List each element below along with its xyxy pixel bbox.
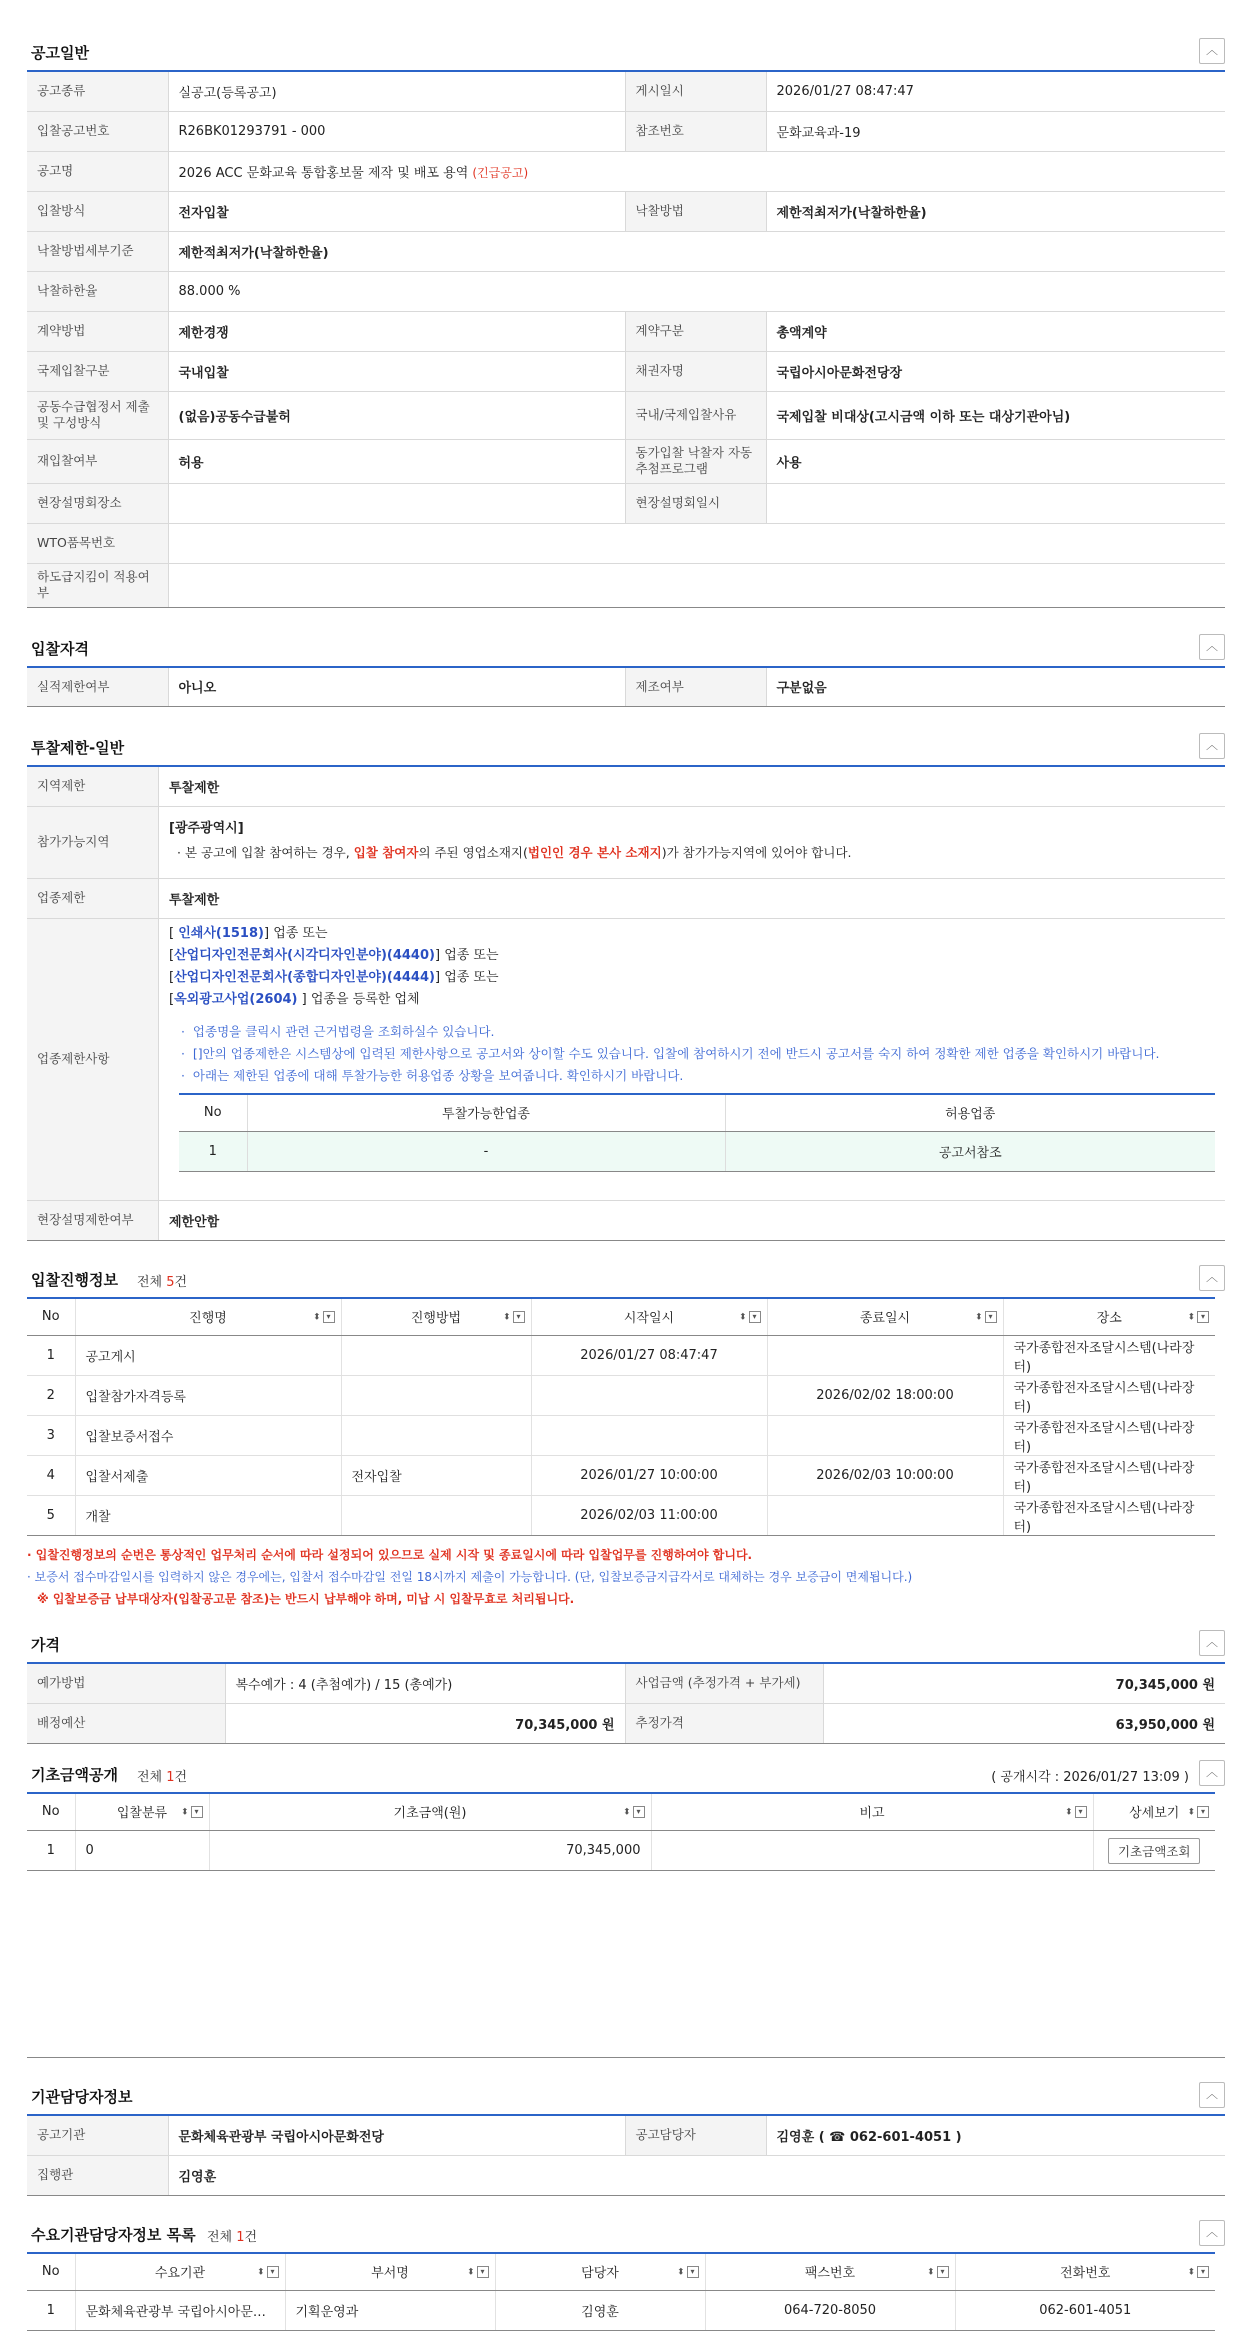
cell: 입찰참가자격등록 xyxy=(75,1376,341,1416)
sort-icon[interactable]: ⬍ ▾ xyxy=(927,2266,949,2278)
header-text: 기초금액(원) xyxy=(393,1806,467,1822)
chevron-up-icon[interactable]: ︿ xyxy=(1199,1630,1225,1656)
value: 구분없음 xyxy=(766,667,1225,707)
value: 김영훈 xyxy=(168,2155,1225,2195)
notice-name xyxy=(168,151,1225,191)
label: 동가입찰 낙찰자 자동추첨프로그램 xyxy=(625,439,766,483)
label: WTO품목번호 xyxy=(27,523,168,563)
sort-icon[interactable]: ⬍ ▾ xyxy=(739,1311,761,1323)
count-post: 건 xyxy=(244,2229,258,2245)
value: 문화교육과-19 xyxy=(766,111,1225,151)
cell: 2 xyxy=(27,1376,75,1416)
label: 게시일시 xyxy=(625,71,766,111)
value xyxy=(168,563,1225,607)
industry-note: · []안의 업종제한은 시스템상에 입력된 제한사항으로 공고서와 상이할 수도 있습니다. 입찰에 참여하시기 전에 반드시 공고서를 숙지 하여 정확한 제한 업종을 확인하시기 바랍니다. xyxy=(181,1045,1160,1061)
section-title: 기관담당자정보 xyxy=(31,2088,133,2106)
cell: 0 xyxy=(75,1831,209,1871)
industry-item: [ 인쇄사(1518)] 업종 또는 xyxy=(169,925,328,941)
header-text: 진행방법 xyxy=(410,1311,462,1327)
column-header[interactable] xyxy=(341,1298,531,1336)
label: 추정가격 xyxy=(625,1703,823,1743)
cell: 1 xyxy=(27,1336,75,1376)
label: 예가방법 xyxy=(27,1663,225,1703)
count-pre: 전체 xyxy=(137,1274,167,1290)
count-number: 1 xyxy=(236,2229,245,2245)
value: 투찰제한 xyxy=(159,766,1226,806)
label: 낙찰방법 xyxy=(625,191,766,231)
count-number: 5 xyxy=(166,1274,175,1290)
section-title: 입찰진행정보 xyxy=(31,1270,118,1289)
cell: 062-601-4051 xyxy=(955,2291,1215,2331)
value: 복수예가 : 4 (추첨예가) / 15 (총예가) xyxy=(225,1663,625,1703)
value: 투찰제한 xyxy=(159,878,1226,918)
value: 허용 xyxy=(168,439,625,483)
note-red: 법인인 경우 본사 소재지 xyxy=(527,845,662,860)
industry-link[interactable]: 인쇄사(1518) xyxy=(178,925,264,941)
value: 총액계약 xyxy=(766,311,1225,351)
cell: 문화체육관광부 국립아시아문… xyxy=(75,2291,285,2331)
label: 제조여부 xyxy=(625,667,766,707)
count-pre: 전체 xyxy=(137,1769,167,1785)
header-text: No xyxy=(41,1309,60,1325)
cell: 4 xyxy=(27,1456,75,1496)
sort-icon[interactable]: ⬍ ▾ xyxy=(1187,2266,1209,2278)
header-text: 팩스번호 xyxy=(804,2266,856,2282)
cell xyxy=(341,1336,531,1376)
label: 현장설명회일시 xyxy=(625,483,766,523)
industry-item: [산업디자인전문회사(시각디자인분야)(4440)] 업종 또는 xyxy=(169,947,499,963)
cell: 개찰 xyxy=(75,1496,341,1536)
note-text: 업종명을 클릭시 관련 근거법령을 조회하실수 있습니다. xyxy=(192,1023,495,1039)
total-count xyxy=(137,1271,187,1290)
cell: 국가종합전자조달시스템(나라장터) xyxy=(1003,1416,1215,1456)
column-header: 허용업종 xyxy=(725,1094,1215,1132)
table-row xyxy=(27,2291,1215,2331)
cell: 2026/01/27 10:00:00 xyxy=(531,1456,767,1496)
chevron-up-icon[interactable]: ︿ xyxy=(1199,2082,1225,2108)
cell: 입찰보증서접수 xyxy=(75,1416,341,1456)
note-red: 입찰 참여자 xyxy=(353,845,419,860)
column-header[interactable] xyxy=(531,1298,767,1336)
progress-table xyxy=(27,1297,1215,1537)
label: 현장설명제한여부 xyxy=(27,1200,159,1240)
cell: 국가종합전자조달시스템(나라장터) xyxy=(1003,1496,1215,1536)
value: 아니오 xyxy=(168,667,625,707)
column-header[interactable] xyxy=(651,1793,1093,1831)
note-text: · 본 공고에 입찰 참여하는 경우, xyxy=(177,845,354,860)
section-price-header xyxy=(27,1622,1225,1662)
industry-suffix: 업종 또는 xyxy=(444,969,499,985)
value: 2026/01/27 08:47:47 xyxy=(766,71,1225,111)
table-row xyxy=(179,1132,1215,1172)
demand-table xyxy=(27,2252,1215,2332)
value: 제한적최저가(낙찰하한율) xyxy=(168,231,1225,271)
price-table xyxy=(27,1662,1225,1744)
industry-suffix: 업종 또는 xyxy=(273,925,328,941)
value: 70,345,000 원 xyxy=(823,1663,1225,1703)
value: 사용 xyxy=(766,439,1225,483)
cell: 국가종합전자조달시스템(나라장터) xyxy=(1003,1376,1215,1416)
label: 재입찰여부 xyxy=(27,439,168,483)
count-post: 건 xyxy=(174,1274,188,1290)
section-demand-header xyxy=(27,2212,1225,2252)
label: 실적제한여부 xyxy=(27,667,168,707)
cell: 입찰서제출 xyxy=(75,1456,341,1496)
cell: 1 xyxy=(27,1831,75,1871)
value: 63,950,000 원 xyxy=(823,1703,1225,1743)
chevron-up-icon[interactable]: ︿ xyxy=(1199,2220,1225,2246)
column-header[interactable] xyxy=(1003,1298,1215,1336)
table-row xyxy=(27,1336,1215,1376)
industry-note: · 아래는 제한된 업종에 대해 투찰가능한 허용업종 상황을 보여줍니다. 확인하시기 바랍니다. xyxy=(181,1067,684,1083)
header-text: 입찰분류 xyxy=(116,1806,168,1822)
cell: 70,345,000 xyxy=(209,1831,651,1871)
label: 공고명 xyxy=(27,151,168,191)
value xyxy=(168,523,1225,563)
column-header: No xyxy=(179,1094,247,1132)
open-time: ( 공개시각 : 2026/01/27 13:09 ) xyxy=(991,1769,1189,1785)
notice-red: · 입찰진행정보의 순번은 통상적인 업무처리 순서에 따라 설정되어 있으므로 실제 시작 및 종료일시에 따라 입찰업무를 진행하여야 합니다. xyxy=(27,1548,753,1562)
sort-icon[interactable]: ⬍ ▾ xyxy=(1187,1806,1209,1818)
chevron-up-icon[interactable]: ︿ xyxy=(1199,1760,1225,1786)
label: 낙찰하한율 xyxy=(27,271,168,311)
label: 국내/국제입찰사유 xyxy=(625,391,766,439)
cell xyxy=(341,1376,531,1416)
label: 참조번호 xyxy=(625,111,766,151)
cell: 3 xyxy=(27,1416,75,1456)
cell: 국가종합전자조달시스템(나라장터) xyxy=(1003,1456,1215,1496)
sort-icon[interactable]: ⬍ ▾ xyxy=(1065,1806,1087,1818)
header-text: No xyxy=(41,2264,60,2280)
cell xyxy=(531,1376,767,1416)
value: (없음)공동수급불허 xyxy=(168,391,625,439)
progress-notice xyxy=(27,1544,1225,1610)
industry-note: · 업종명을 클릭시 관련 근거법령을 조회하실수 있습니다. xyxy=(181,1023,495,1039)
section-title: 입찰자격 xyxy=(31,639,89,658)
section-title: 수요기관담당자정보 목록 xyxy=(31,2225,196,2244)
header-text: 부서명 xyxy=(371,2266,409,2282)
industry-suffix: 업종을 등록한 업체 xyxy=(310,991,420,1007)
cell: - xyxy=(247,1132,725,1172)
header-text: No xyxy=(41,1804,60,1820)
cell xyxy=(767,1336,1003,1376)
sort-icon[interactable]: ⬍ ▾ xyxy=(503,1311,525,1323)
industry-suffix: 업종 또는 xyxy=(444,947,499,963)
label: 계약방법 xyxy=(27,311,168,351)
note-text: )가 참가가능지역에 있어야 합니다. xyxy=(661,845,852,860)
value xyxy=(766,483,1225,523)
cell: 공고게시 xyxy=(75,1336,341,1376)
sort-icon[interactable]: ⬍ ▾ xyxy=(181,1806,203,1818)
column-header[interactable] xyxy=(705,2253,955,2291)
section-base-amount-header xyxy=(27,1752,1225,1792)
cell: 김영훈 xyxy=(495,2291,705,2331)
column-header[interactable] xyxy=(1093,1793,1215,1831)
notice-blue: · 보증서 접수마감일시를 입력하지 않은 경우에는, 입찰서 접수마감일 전일 18시까지 제출이 가능합니다. (단, 입찰보증금지급각서로 대체하는 경우 보증금이 면제됩니다.) xyxy=(27,1570,913,1584)
base-amount-lookup-button[interactable]: 기초금액조회 xyxy=(1108,1838,1200,1864)
table-row xyxy=(27,1376,1215,1416)
cell xyxy=(767,1496,1003,1536)
cell: 1 xyxy=(27,2291,75,2331)
sort-icon[interactable]: ⬍ ▾ xyxy=(975,1311,997,1323)
label: 하도급지킴이 적용여부 xyxy=(27,563,168,607)
section-progress-header xyxy=(27,1257,1225,1297)
area-cell xyxy=(159,806,1226,878)
industry-item: [산업디자인전문회사(종합디자인분야)(4444)] 업종 또는 xyxy=(169,969,499,985)
header-text: 수요기관 xyxy=(154,2266,206,2282)
header-text: 장소 xyxy=(1096,1311,1122,1327)
section-qualification-header xyxy=(27,626,1225,666)
value: 88.000 % xyxy=(168,271,1225,311)
cell: 국가종합전자조달시스템(나라장터) xyxy=(1003,1336,1215,1376)
value: 70,345,000 원 xyxy=(225,1703,625,1743)
industry-link[interactable]: 산업디자인전문회사(종합디자인분야)(4444) xyxy=(174,969,435,985)
sort-icon[interactable]: ⬍ ▾ xyxy=(467,2266,489,2278)
column-header: 투찰가능한업종 xyxy=(247,1094,725,1132)
header-text: 종료일시 xyxy=(859,1311,911,1327)
label: 공고종류 xyxy=(27,71,168,111)
section-general-header xyxy=(27,30,1225,70)
label: 업종제한사항 xyxy=(27,918,159,1200)
cell xyxy=(1093,1831,1215,1871)
value xyxy=(168,483,625,523)
page xyxy=(27,0,1225,2331)
area-note xyxy=(169,840,1215,866)
allowed-industry-table xyxy=(179,1093,1215,1173)
urgent-badge: (긴급공고) xyxy=(472,165,529,180)
section-title: 공고일반 xyxy=(31,44,89,62)
notice-red: ※ 입찰보증금 납부대상자(입찰공고문 참조)는 반드시 납부해야 하며, 미납 시 입찰무효로 처리됩니다. xyxy=(37,1592,575,1606)
note-text: 아래는 제한된 업종에 대해 투찰가능한 허용업종 상황을 보여줍니다. 확인하시기 바랍니다. xyxy=(192,1067,684,1083)
label: 배정예산 xyxy=(27,1703,225,1743)
label: 채권자명 xyxy=(625,351,766,391)
column-header[interactable] xyxy=(75,1298,341,1336)
label: 낙찰방법세부기준 xyxy=(27,231,168,271)
sort-icon[interactable]: ⬍ ▾ xyxy=(313,1311,335,1323)
cell: 2026/02/03 11:00:00 xyxy=(531,1496,767,1536)
chevron-up-icon[interactable]: ︿ xyxy=(1199,634,1225,660)
header-text: 전화번호 xyxy=(1060,2266,1111,2282)
cell: 기획운영과 xyxy=(285,2291,495,2331)
column-header[interactable] xyxy=(767,1298,1003,1336)
count-number: 1 xyxy=(166,1769,175,1785)
sort-icon[interactable]: ⬍ ▾ xyxy=(1187,1311,1209,1323)
value: 국립아시아문화전당장 xyxy=(766,351,1225,391)
sort-icon[interactable]: ⬍ ▾ xyxy=(677,2266,699,2278)
cell xyxy=(341,1416,531,1456)
label: 입찰방식 xyxy=(27,191,168,231)
base-amount-table xyxy=(27,1792,1215,1872)
sort-icon[interactable]: ⬍ ▾ xyxy=(623,1806,645,1818)
area-value: [광주광역시] xyxy=(169,821,244,836)
value: 전자입찰 xyxy=(168,191,625,231)
label: 현장설명회장소 xyxy=(27,483,168,523)
cell: 5 xyxy=(27,1496,75,1536)
spacer xyxy=(27,1871,1225,2057)
chevron-up-icon[interactable]: ︿ xyxy=(1199,733,1225,759)
table-row xyxy=(27,1831,1215,1871)
label: 지역제한 xyxy=(27,766,159,806)
count-post: 건 xyxy=(174,1769,188,1785)
label: 공고기관 xyxy=(27,2115,168,2155)
header-text: 담당자 xyxy=(581,2266,619,2282)
label: 사업금액 (추정가격 + 부가세) xyxy=(625,1663,823,1703)
section-title: 투찰제한-일반 xyxy=(31,739,125,757)
section-restriction-header xyxy=(27,725,1225,765)
value: 실공고(등록공고) xyxy=(168,71,625,111)
value: 제한안함 xyxy=(159,1200,1226,1240)
header-text: 상세보기 xyxy=(1129,1806,1180,1822)
sort-icon[interactable]: ⬍ ▾ xyxy=(257,2266,279,2278)
column-header[interactable] xyxy=(495,2253,705,2291)
chevron-up-icon[interactable]: ︿ xyxy=(1199,38,1225,64)
header-text: 비고 xyxy=(859,1806,885,1822)
section-title: 기초금액공개 xyxy=(31,1765,118,1784)
value: 국제입찰 비대상(고시금액 이하 또는 대상기관아님) xyxy=(766,391,1225,439)
column-header[interactable] xyxy=(75,2253,285,2291)
section-title: 가격 xyxy=(31,1636,60,1654)
label: 집행관 xyxy=(27,2155,168,2195)
count-pre: 전체 xyxy=(207,2229,237,2245)
cell: 2026/02/03 10:00:00 xyxy=(767,1456,1003,1496)
header-text: 진행명 xyxy=(189,1311,227,1327)
cell xyxy=(531,1416,767,1456)
label: 공고담당자 xyxy=(625,2115,766,2155)
cell: 2026/01/27 08:47:47 xyxy=(531,1336,767,1376)
value: R26BK01293791 - 000 xyxy=(168,111,625,151)
header-text: 시작일시 xyxy=(623,1311,675,1327)
cell: 전자입찰 xyxy=(341,1456,531,1496)
column-header[interactable] xyxy=(209,1793,651,1831)
value: 문화체육관광부 국립아시아문화전당 xyxy=(168,2115,625,2155)
industry-link[interactable]: 옥외광고사업(2604) xyxy=(174,991,298,1007)
general-table xyxy=(27,70,1225,608)
column-header xyxy=(27,1298,75,1336)
table-row xyxy=(27,1416,1215,1456)
cell xyxy=(651,1831,1093,1871)
cell xyxy=(341,1496,531,1536)
table-row xyxy=(27,1456,1215,1496)
agency-table xyxy=(27,2114,1225,2196)
value: 2026 ACC 문화교육 통합홍보물 제작 및 배포 용역 xyxy=(178,165,469,181)
label: 공동수급협정서 제출 및 구성방식 xyxy=(27,391,168,439)
label: 입찰공고번호 xyxy=(27,111,168,151)
cell xyxy=(767,1416,1003,1456)
restriction-table xyxy=(27,765,1225,1241)
cell: 공고서참조 xyxy=(725,1132,1215,1172)
column-header[interactable] xyxy=(75,1793,209,1831)
cell: 2026/02/02 18:00:00 xyxy=(767,1376,1003,1416)
table-row xyxy=(27,1496,1215,1536)
qualification-table xyxy=(27,666,1225,708)
total-count xyxy=(207,2226,257,2245)
note-text: 의 주된 영업소재지( xyxy=(418,845,528,860)
value: 제한적최저가(낙찰하한율) xyxy=(766,191,1225,231)
chevron-up-icon[interactable]: ︿ xyxy=(1199,1265,1225,1291)
total-count xyxy=(137,1766,187,1785)
industry-item: [옥외광고사업(2604) ] 업종을 등록한 업체 xyxy=(169,991,420,1007)
label: 계약구분 xyxy=(625,311,766,351)
column-header xyxy=(27,2253,75,2291)
column-header xyxy=(27,1793,75,1831)
industry-detail-cell xyxy=(159,918,1226,1200)
label: 참가가능지역 xyxy=(27,806,159,878)
cell: 064-720-8050 xyxy=(705,2291,955,2331)
value: 제한경쟁 xyxy=(168,311,625,351)
note-text: []안의 업종제한은 시스템상에 입력된 제한사항으로 공고서와 상이할 수도 있습니다. 입찰에 참여하시기 전에 반드시 공고서를 숙지 하여 정확한 제한 업종을 확인하시기 바랍니다. xyxy=(192,1045,1160,1061)
section-agency-header xyxy=(27,2074,1225,2114)
column-header[interactable] xyxy=(955,2253,1215,2291)
value: 국내입찰 xyxy=(168,351,625,391)
cell: 1 xyxy=(179,1132,247,1172)
value: 김영훈 ( ☎ 062-601-4051 ) xyxy=(766,2115,1225,2155)
divider xyxy=(27,2057,1225,2058)
label: 업종제한 xyxy=(27,878,159,918)
column-header[interactable] xyxy=(285,2253,495,2291)
label: 국제입찰구분 xyxy=(27,351,168,391)
industry-link[interactable]: 산업디자인전문회사(시각디자인분야)(4440) xyxy=(174,947,435,963)
